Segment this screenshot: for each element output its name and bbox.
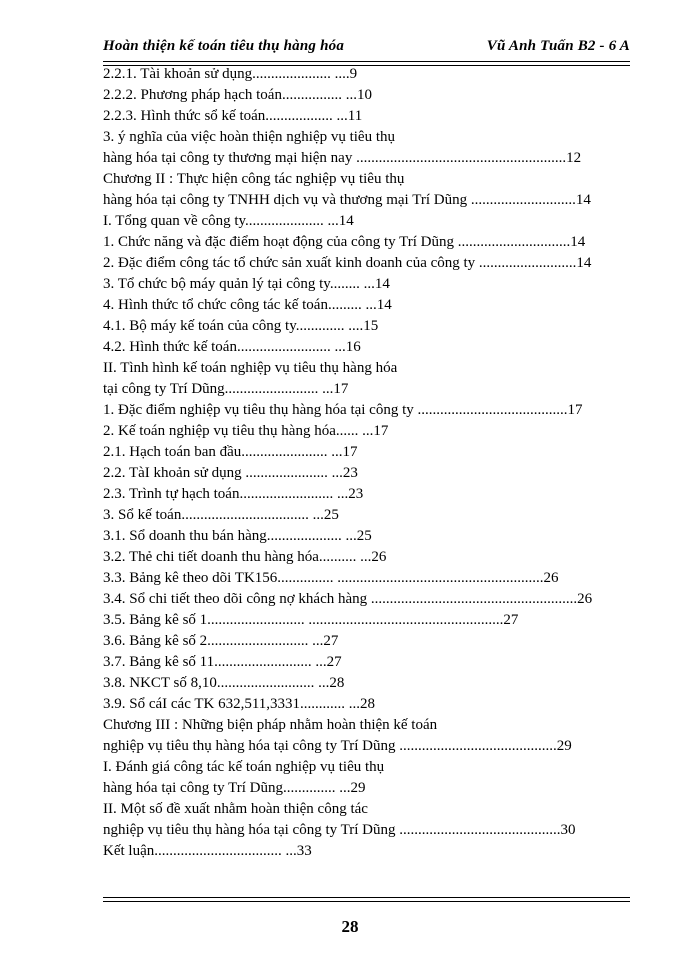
toc-entry: II. Tình hình kế toán nghiệp vụ tiêu thụ hàng hóa: [103, 360, 398, 376]
toc-entry: 3. Sổ kế toán.................................. ...25: [103, 507, 339, 523]
header-title: Hoàn thiện kế toán tiêu thụ hàng hóa: [103, 38, 345, 54]
toc-entry: nghiệp vụ tiêu thụ hàng hóa tại công ty Trí Dũng ...........................................30: [103, 822, 576, 838]
toc-entry: 3.8. NKCT số 8,10.......................... ...28: [103, 675, 345, 691]
toc-entry: Chương III : Những biện pháp nhằm hoàn thiện kế toán: [103, 717, 438, 733]
toc-entry: Kết luận.................................. ...33: [103, 843, 312, 859]
page-header: [103, 38, 630, 62]
toc-entry: 2.2.1. Tài khoản sử dụng..................... ....9: [103, 66, 358, 82]
page-number: 28: [341, 917, 359, 936]
toc-entry: 2.2.3. Hình thức sổ kế toán.................. ...11: [103, 108, 363, 124]
footer-rule: [103, 897, 630, 902]
toc-entry: I. Đánh giá công tác kế toán nghiệp vụ tiêu thụ: [103, 759, 385, 775]
toc-entry: 3.7. Bảng kê số 11.......................... ...27: [103, 654, 342, 670]
toc-entry: Chương II : Thực hiện công tác nghiệp vụ tiêu thụ: [103, 171, 405, 187]
toc-entry: 3.5. Bảng kê số 1.......................... ....................................................27: [103, 612, 519, 628]
toc-entry: hàng hóa tại công ty TNHH dịch vụ và thương mại Trí Dũng ............................14: [103, 192, 591, 208]
toc-entry: 3. ý nghĩa của việc hoàn thiện nghiệp vụ tiêu thụ: [103, 129, 396, 145]
toc-entry: 1. Chức năng và đặc điểm hoạt động của công ty Trí Dũng ..............................14: [103, 234, 586, 250]
toc-entry: 2.1. Hạch toán ban đầu....................... ...17: [103, 444, 358, 460]
toc-entry: 3.6. Bảng kê số 2........................... ...27: [103, 633, 339, 649]
toc-entry: 3.3. Bảng kê theo dõi TK156............... .......................................................26: [103, 570, 559, 586]
toc-entry: I. Tổng quan về công ty..................... ...14: [103, 213, 354, 229]
toc-entry: 2.2. TàI khoản sử dụng ...................... ...23: [103, 465, 358, 481]
toc-entry: 3. Tổ chức bộ máy quản lý tại công ty........ ...14: [103, 276, 390, 292]
toc-entry: hàng hóa tại công ty Trí Dũng.............. ...29: [103, 780, 366, 796]
toc-entry: 2. Đặc điểm công tác tổ chức sản xuất kinh doanh của công ty ..........................14: [103, 255, 592, 271]
toc-entry: hàng hóa tại công ty thương mại hiện nay ........................................................12: [103, 150, 582, 166]
toc-entry: 1. Đặc điểm nghiệp vụ tiêu thụ hàng hóa tại công ty ........................................17: [103, 402, 583, 418]
toc-entry: 3.9. Sổ cáI các TK 632,511,3331............ ...28: [103, 696, 376, 712]
toc-entry: 3.1. Sổ doanh thu bán hàng.................... ...25: [103, 528, 372, 544]
toc-entry: 3.4. Sổ chi tiết theo dõi công nợ khách hàng .......................................................26: [103, 591, 593, 607]
toc-entry: 2.2.2. Phương pháp hạch toán................ ...10: [103, 87, 372, 103]
toc-entry: nghiệp vụ tiêu thụ hàng hóa tại công ty Trí Dũng ..........................................29: [103, 738, 572, 754]
toc-entry: tại công ty Trí Dũng......................... ...17: [103, 381, 349, 397]
toc-entry: 2.3. Trình tự hạch toán......................... ...23: [103, 486, 364, 502]
toc-entry: 2. Kế toán nghiệp vụ tiêu thụ hàng hóa...... ...17: [103, 423, 389, 439]
toc-entry: 4. Hình thức tổ chức công tác kế toán......... ...14: [103, 297, 392, 313]
toc-entry: 4.2. Hình thức kế toán......................... ...16: [103, 339, 361, 355]
toc-entry: 4.1. Bộ máy kế toán của công ty............. ....15: [103, 318, 379, 334]
toc-entry: II. Một số đề xuất nhằm hoàn thiện công tác: [103, 801, 368, 817]
toc-entry: 3.2. Thẻ chi tiết doanh thu hàng hóa.......... ...26: [103, 549, 387, 565]
header-author: Vũ Anh Tuấn B2 - 6 A: [486, 38, 630, 54]
